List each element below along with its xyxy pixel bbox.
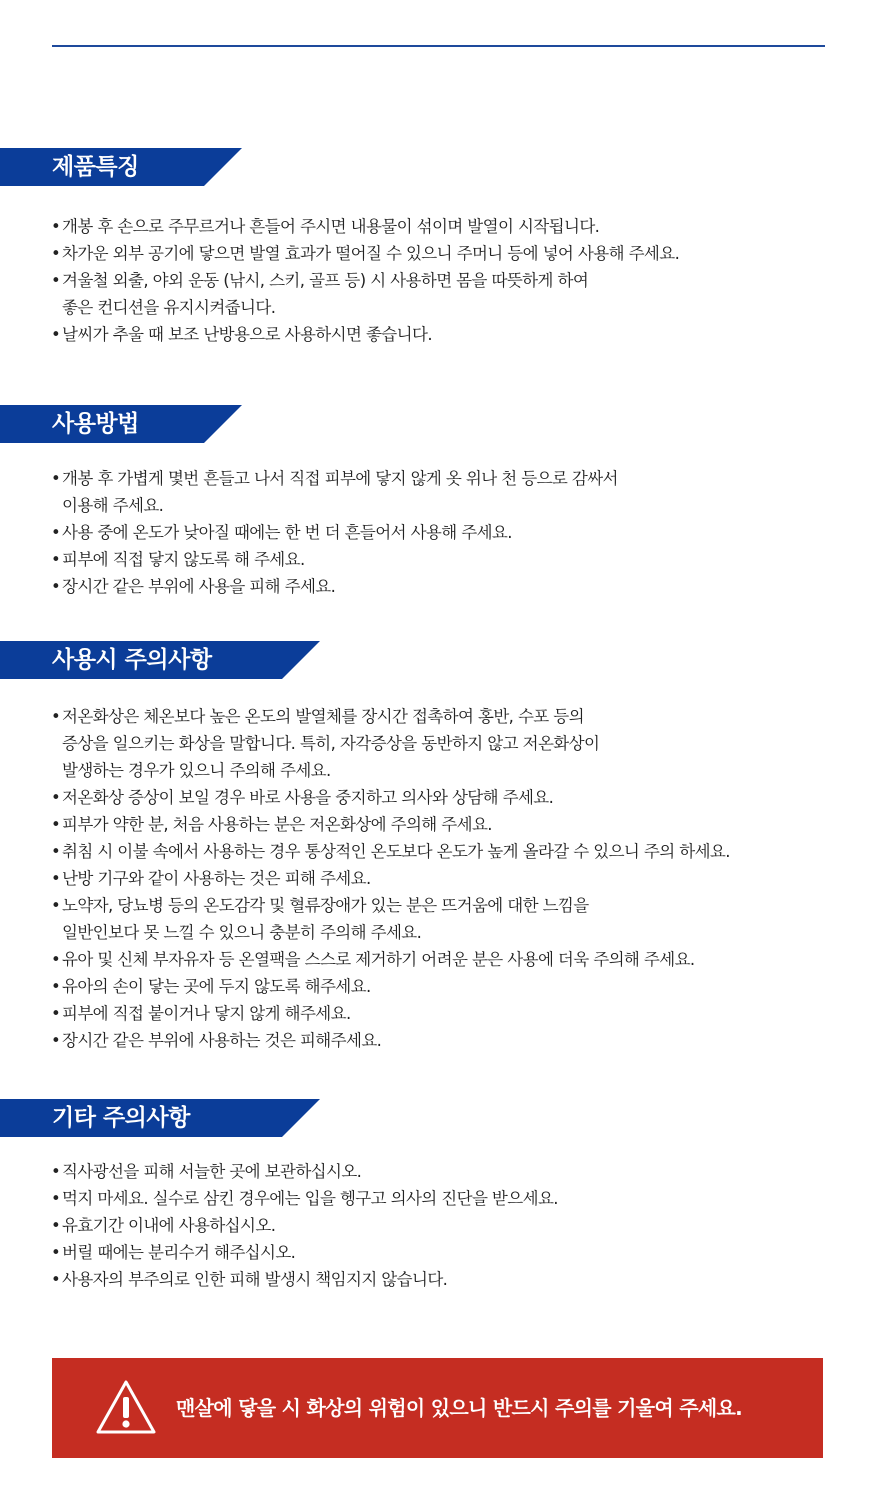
item-text: 버릴 때에는 분리수거 해주십시오. [62, 1243, 296, 1262]
section-heading [0, 641, 875, 679]
list-item [0, 973, 875, 1000]
list-item [0, 1027, 875, 1054]
item-text: 피부에 직접 붙이거나 닿지 않게 해주세요. [62, 1004, 351, 1023]
list-item [0, 703, 875, 784]
list-item [0, 213, 875, 240]
caution-list [0, 703, 875, 1054]
bullet: • [51, 1189, 61, 1208]
item-text: 피부가 약한 분, 처음 사용하는 분은 저온화상에 주의해 주세요. [62, 815, 492, 834]
item-text: 유아의 손이 닿는 곳에 두지 않도록 해주세요. [62, 977, 371, 996]
bullet: • [51, 869, 61, 888]
list-item [0, 267, 875, 321]
list-item [0, 546, 875, 573]
bullet: • [51, 977, 61, 996]
list-item [0, 811, 875, 838]
item-text: 난방 기구와 같이 사용하는 것은 피해 주세요. [62, 869, 371, 888]
list-item [0, 240, 875, 267]
bullet: • [51, 577, 61, 596]
section-title: 사용시 주의사항 [52, 647, 212, 673]
bullet: • [51, 217, 61, 236]
item-text: 장시간 같은 부위에 사용하는 것은 피해주세요. [62, 1031, 382, 1050]
bullet: • [51, 1004, 61, 1023]
bullet: • [51, 950, 61, 969]
item-text: 날씨가 추울 때 보조 난방용으로 사용하시면 좋습니다. [62, 325, 432, 344]
list-item [0, 1266, 875, 1293]
section-other-cautions [0, 1099, 875, 1293]
top-divider [52, 45, 825, 47]
list-item [0, 1158, 875, 1185]
bullet: • [51, 1216, 61, 1235]
item-text: 피부에 직접 닿지 않도록 해 주세요. [62, 550, 305, 569]
item-text: 차가운 외부 공기에 닿으면 발열 효과가 떨어질 수 있으니 주머니 등에 넣어 사용해 주세요. [62, 244, 680, 263]
bullet: • [51, 707, 61, 726]
bullet: • [51, 469, 61, 488]
list-item [0, 573, 875, 600]
warning-banner [52, 1358, 823, 1458]
list-item [0, 1239, 875, 1266]
section-title: 제품특징 [52, 154, 139, 180]
item-text: 직사광선을 피해 서늘한 곳에 보관하십시오. [62, 1162, 362, 1181]
bullet: • [51, 1031, 61, 1050]
bullet: • [51, 788, 61, 807]
other-caution-list [0, 1158, 875, 1293]
list-item [0, 1212, 875, 1239]
bullet: • [51, 325, 61, 344]
section-heading [0, 1099, 875, 1137]
item-text: 노약자, 당뇨병 등의 온도감각 및 혈류장애가 있는 분은 뜨거움에 대한 느낌을 일반인보다 못 느낄 수 있으니 충분히 주의해 주세요. [62, 896, 589, 942]
item-text: 유아 및 신체 부자유자 등 온열팩을 스스로 제거하기 어려운 분은 사용에 더욱 주의해 주세요. [62, 950, 695, 969]
usage-list [0, 465, 875, 600]
bullet: • [51, 842, 61, 861]
item-text: 유효기간 이내에 사용하십시오. [62, 1216, 276, 1235]
bullet: • [51, 1270, 61, 1289]
bullet: • [51, 1243, 61, 1262]
section-title: 기타 주의사항 [52, 1105, 190, 1131]
bullet: • [51, 244, 61, 263]
item-text: 취침 시 이불 속에서 사용하는 경우 통상적인 온도보다 온도가 높게 올라갈 수 있으니 주의 하세요. [62, 842, 730, 861]
feature-list [0, 213, 875, 348]
section-heading [0, 148, 875, 186]
item-text: 먹지 마세요. 실수로 삼킨 경우에는 입을 헹구고 의사의 진단을 받으세요. [62, 1189, 558, 1208]
bullet: • [51, 815, 61, 834]
item-text: 저온화상은 체온보다 높은 온도의 발열체를 장시간 접촉하여 홍반, 수포 등의 증상을 일으키는 화상을 말합니다. 특히, 자각증상을 동반하지 않고 저온화상이 발생하는 경우가 있으니 주의해 주세요. [62, 707, 600, 780]
bullet: • [51, 550, 61, 569]
item-text: 개봉 후 가볍게 몇번 흔들고 나서 직접 피부에 닿지 않게 옷 위나 천 등으로 감싸서 이용해 주세요. [62, 469, 618, 515]
list-item [0, 892, 875, 946]
list-item [0, 838, 875, 865]
section-usage-cautions [0, 641, 875, 1054]
item-text: 개봉 후 손으로 주무르거나 흔들어 주시면 내용물이 섞이며 발열이 시작됩니다. [62, 217, 600, 236]
warning-text: 맨살에 닿을 시 화상의 위험이 있으니 반드시 주의를 기울여 주세요. [176, 1396, 743, 1420]
section-heading [0, 405, 875, 443]
list-item [0, 1000, 875, 1027]
item-text: 저온화상 증상이 보일 경우 바로 사용을 중지하고 의사와 상담해 주세요. [62, 788, 554, 807]
warning-triangle-icon [95, 1379, 157, 1435]
list-item [0, 519, 875, 546]
section-product-features [0, 148, 875, 348]
list-item [0, 784, 875, 811]
list-item [0, 1185, 875, 1212]
list-item [0, 321, 875, 348]
section-how-to-use [0, 405, 875, 600]
list-item [0, 946, 875, 973]
bullet: • [51, 1162, 61, 1181]
bullet: • [51, 896, 61, 915]
item-text: 겨울철 외출, 야외 운동 (낚시, 스키, 골프 등) 시 사용하면 몸을 따뜻하게 하여 좋은 컨디션을 유지시켜줍니다. [62, 271, 589, 317]
bullet: • [51, 523, 61, 542]
bullet: • [51, 271, 61, 290]
list-item [0, 465, 875, 519]
list-item [0, 865, 875, 892]
item-text: 사용자의 부주의로 인한 피해 발생시 책임지지 않습니다. [62, 1270, 448, 1289]
item-text: 사용 중에 온도가 낮아질 때에는 한 번 더 흔들어서 사용해 주세요. [62, 523, 512, 542]
section-title: 사용방법 [52, 411, 139, 437]
item-text: 장시간 같은 부위에 사용을 피해 주세요. [62, 577, 336, 596]
